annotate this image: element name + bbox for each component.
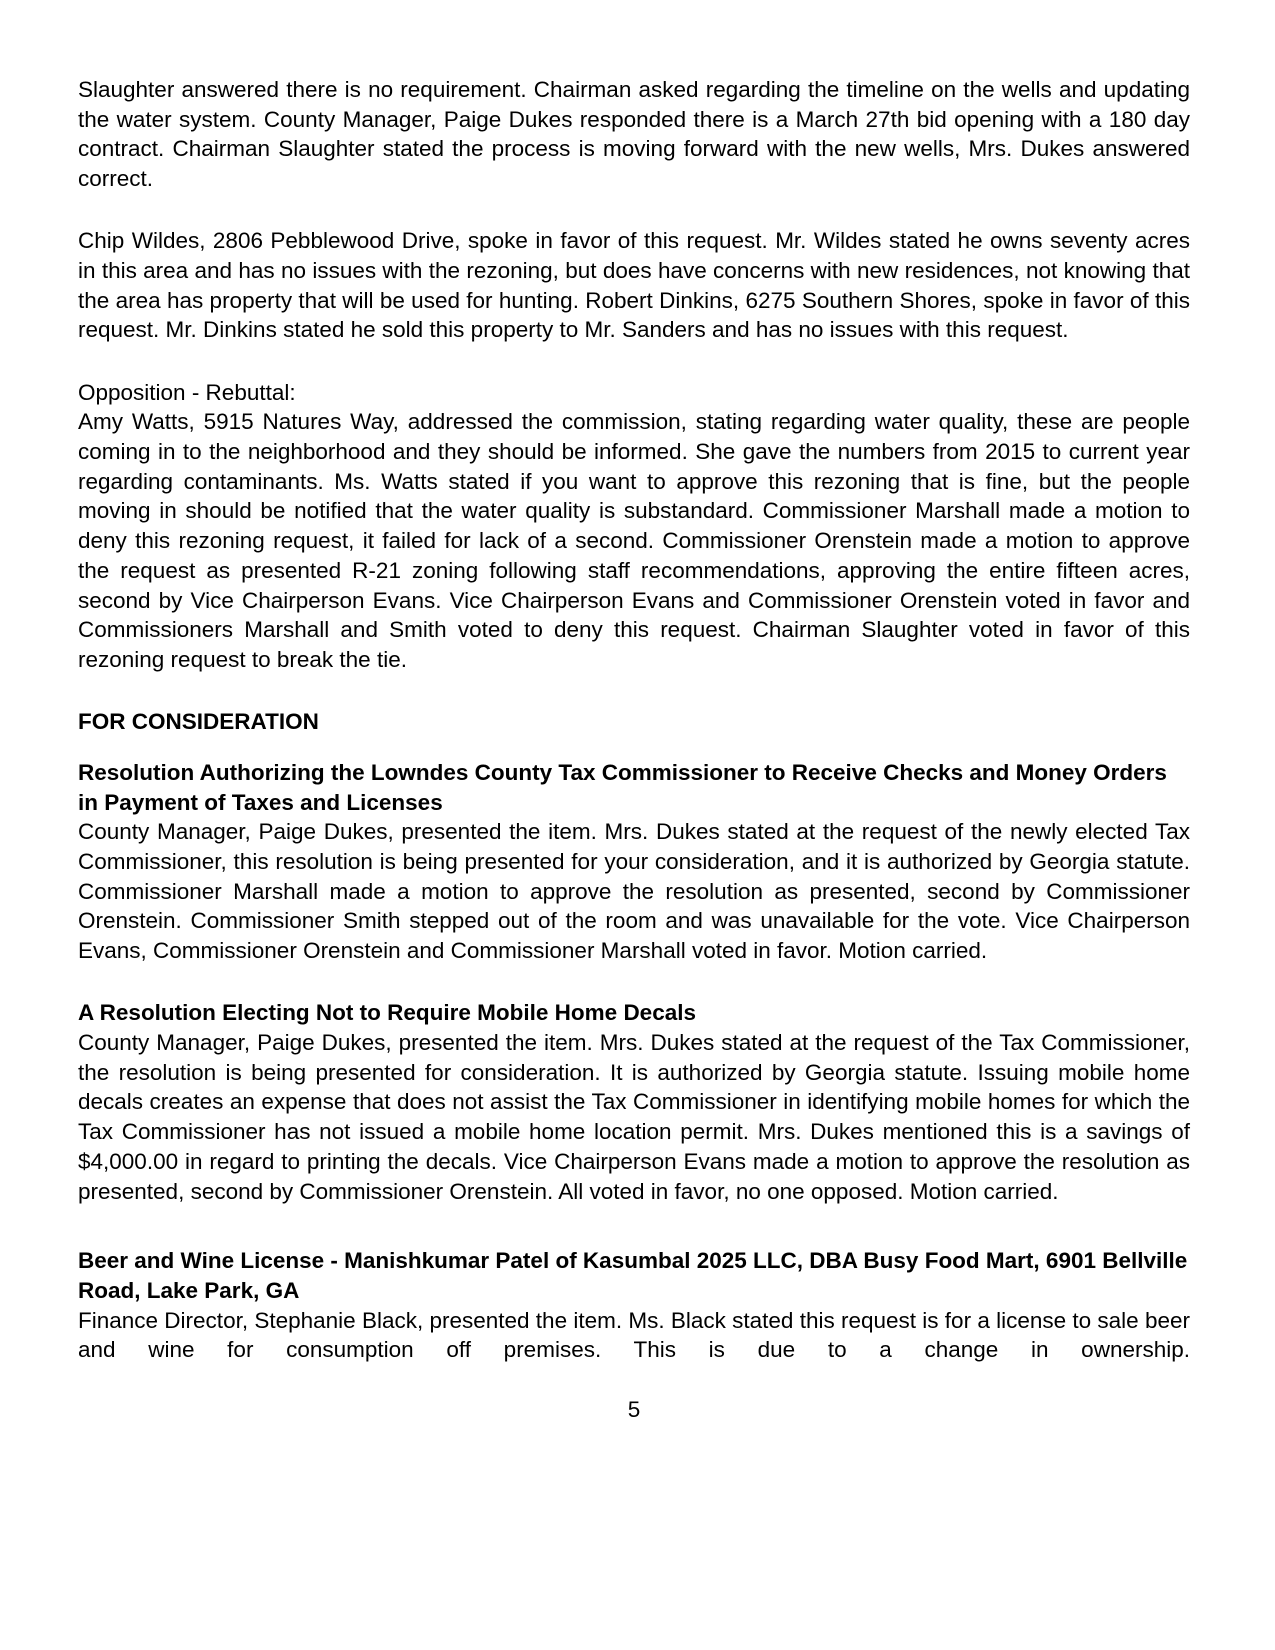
agenda-item-body: County Manager, Paige Dukes, presented the item. Mrs. Dukes stated at the request of the Tax Commissioner, the resolution is being presented for consideration. It is authorized by Georgia statute. Issuing mobile home decals creates an expense that does not assist the Tax Commissioner in identifying mobile homes for which the Tax Commissioner has not issued a mobile home location permit. Mrs. Dukes mentioned this is a savings of $4,000.00 in regard to printing the decals. Vice Chairperson Evans made a motion to approve the resolution as presented, second by Commissioner Orenstein. All voted in favor, no one opposed. Motion carried. xyxy=(78,1029,1190,1204)
opposition-rebuttal-label: Opposition - Rebuttal: xyxy=(78,379,296,405)
opposition-rebuttal-paragraph: Amy Watts, 5915 Natures Way, addressed the commission, stating regarding water quality, these are people coming in to the neighborhood and they should be informed. She gave the numbers from 2015 to current year regarding contaminants. Ms. Watts stated if you want to approve this rezoning that is fine, but the people moving in should be notified that the water quality is substandard. Commissioner Marshall made a motion to deny this rezoning request, it failed for lack of a second. Commissioner Orenstein made a motion to approve the request as presented R-21 zoning following staff recommendations, approving the entire fifteen acres, second by Vice Chairperson Evans. Vice Chairperson Evans and Commissioner Orenstein voted in favor and Commissioners Marshall and Smith voted to deny this request. Chairman Slaughter voted in favor of this rezoning request to break the tie. xyxy=(78,409,1190,672)
page-number: 5 xyxy=(627,1396,641,1422)
opposition-rebuttal-section xyxy=(78,378,1190,675)
agenda-item-title: A Resolution Electing Not to Require Mobile Home Decals xyxy=(78,1000,696,1026)
for-consideration-heading: FOR CONSIDERATION xyxy=(78,709,319,735)
page-footer xyxy=(78,1395,1190,1425)
paragraph-wells-timeline: Slaughter answered there is no requirement. Chairman asked regarding the timeline on the wells and updating the water system. County Manager, Paige Dukes responded there is a March 27th bid opening with a 180 day contract. Chairman Slaughter stated the process is moving forward with the new wells, Mrs. Dukes answered correct. xyxy=(78,77,1190,192)
agenda-item-title: Beer and Wine License - Manishkumar Patel of Kasumbal 2025 LLC, DBA Busy Food Mart, 6901 Bellville Road, Lake Park, GA xyxy=(78,1248,1188,1303)
agenda-item-mobile-home-decals xyxy=(78,998,1190,1206)
paragraph-public-comment: Chip Wildes, 2806 Pebblewood Drive, spoke in favor of this request. Mr. Wildes stated he owns seventy acres in this area and has no issues with the rezoning, but does have concerns with new residences, not knowing that the area has property that will be used for hunting. Robert Dinkins, 6275 Southern Shores, spoke in favor of this request. Mr. Dinkins stated he sold this property to Mr. Sanders and has no issues with this request. xyxy=(78,228,1190,343)
agenda-item-beer-wine-license xyxy=(78,1246,1190,1365)
agenda-item-title: Resolution Authorizing the Lowndes County Tax Commissioner to Receive Checks and Money Orders in Payment of Taxes and Licenses xyxy=(78,759,1167,815)
agenda-item-body: County Manager, Paige Dukes, presented the item. Mrs. Dukes stated at the request of the newly elected Tax Commissioner, this resolution is being presented for your consideration, and it is authorized by Georgia statute. Commissioner Marshall made a motion to approve the resolution as presented, second by Commissioner Orenstein. Commissioner Smith stepped out of the room and was unavailable for the vote. Vice Chairperson Evans, Commissioner Orenstein and Commissioner Marshall voted in favor. Motion carried. xyxy=(78,819,1190,964)
agenda-item-tax-commissioner-checks xyxy=(78,758,1190,966)
agenda-item-body: Finance Director, Stephanie Black, presented the item. Ms. Black stated this request is for a license to sale beer and wine for consumption off premises. This is due to a change in ownership. xyxy=(78,1307,1190,1363)
